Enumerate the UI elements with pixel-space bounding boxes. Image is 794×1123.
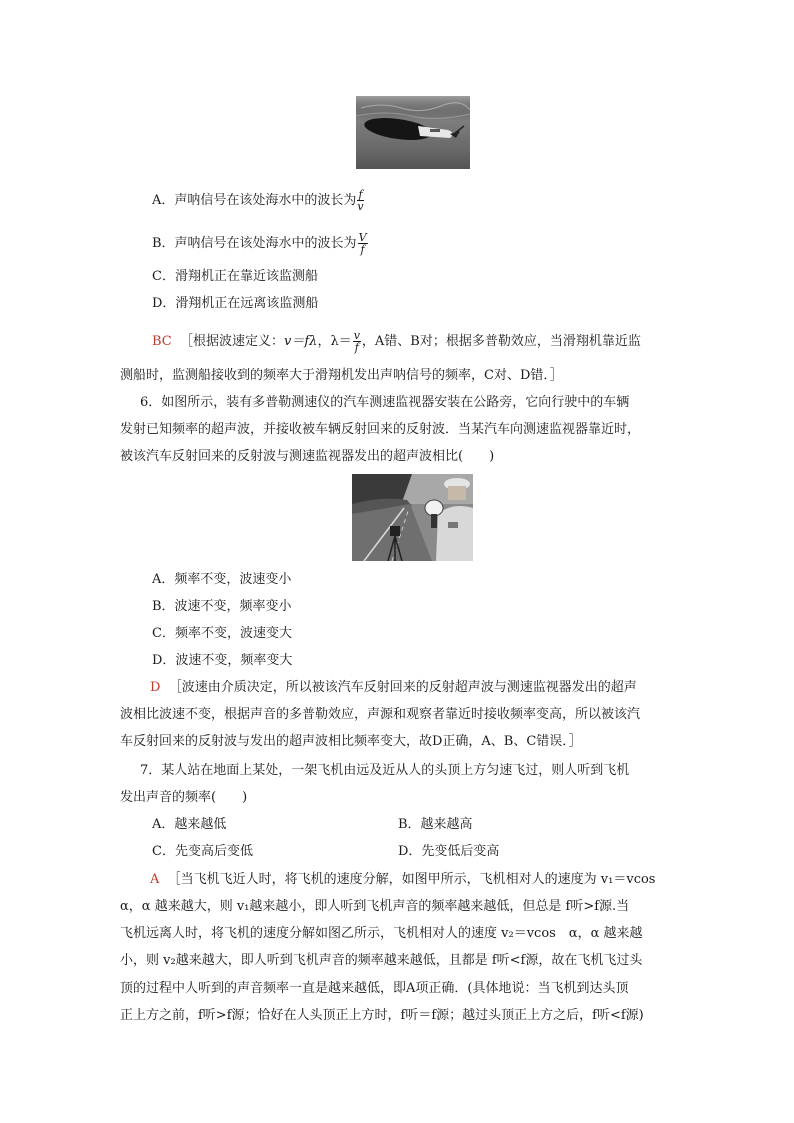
q7-option-c: C．先变高后变低 [152, 844, 253, 859]
q6-explanation-line3: 车反射回来的反射波与发出的超声波相比频率变大，故D正确，A、B、C错误．］ [120, 734, 582, 749]
q6-answer: D [150, 680, 161, 695]
q6-option-c: C．频率不变，波速变大 [152, 626, 292, 641]
q5-answer: BC [152, 334, 172, 349]
q6-stem-line2: 发射已知频率的超声波，并接收被车辆反射回来的反射波．当某汽车向测速监视器靠近时， [120, 422, 641, 437]
q7-explanation-line4: 小，则 v₂越来越大，即人听到飞机声音的频率越来越低，且都是 f听<f源，故在飞机飞过头 [120, 953, 643, 968]
q7-stem-line2: 发出声音的频率( ) [120, 790, 248, 805]
fraction-denominator: f [360, 243, 365, 256]
q6-option-b: B．波速不变，频率变小 [152, 599, 292, 614]
q5-option-b-text: B．声呐信号在该处海水中的波长为 [152, 236, 357, 251]
fraction-numerator: V [358, 231, 367, 244]
q5-option-d: D．滑翔机正在远离该监测船 [152, 296, 319, 311]
q5-option-b [152, 232, 369, 255]
q6-option-d: D．波速不变，频率变大 [152, 653, 293, 668]
q6-explanation-line2: 波相比波速不变，根据声音的多普勒效应，声源和观察者靠近时接收频率变高，所以被该汽 [120, 707, 641, 722]
q7-option-d: D．先变低后变高 [398, 844, 500, 859]
q5-option-a-text: A．声呐信号在该处海水中的波长为 [152, 193, 357, 208]
q6-explain-line1-text: ［波速由介质决定，所以被该汽车反射回来的反射超声波与测速监视器发出的超声 [168, 680, 637, 695]
q7-stem-line1: 7．某人站在地面上某处，一架飞机由远及近从人的头顶上方匀速飞过，则人听到飞机 [140, 763, 630, 778]
q7-explanation-line1 [150, 871, 655, 889]
q7-explain-line1-text: ［当飞机飞近人时，将飞机的速度分解，如图甲所示，飞机相对人的速度为 v₁＝vcos [167, 872, 656, 887]
q7-explanation-line2: α，α 越来越大，则 v₁越来越小，即人听到飞机声音的频率越来越低，但总是 f听>f源.当 [120, 899, 630, 914]
q7-explanation-line3: 飞机远离人时，将飞机的速度分解如图乙所示，飞机相对人的速度 v₂＝vcos α，α 越来越 [120, 926, 643, 941]
q5-explain-b: ，λ＝ [317, 334, 352, 349]
q6-stem-line1: 6．如图所示，装有多普勒测速仪的汽车测速监视器安装在公路旁，它向行驶中的车辆 [140, 395, 630, 410]
q6-option-a: A．频率不变，波速变小 [152, 572, 292, 587]
q5-option-a [152, 189, 365, 212]
fraction-denominator: v [357, 200, 364, 213]
q5-explanation-line1 [152, 330, 641, 353]
q5-explain-fraction [353, 330, 361, 353]
glider-photo [356, 96, 470, 169]
q5-explain-formula: v＝fλ [284, 334, 318, 349]
fraction-denominator: f [354, 341, 359, 354]
fraction-numerator: f [358, 188, 363, 201]
fraction-numerator: v [353, 329, 360, 342]
q5-explanation-line2: 测船时，监测船接收到的频率大于滑翔机发出声呐信号的频率，C对、D错．］ [120, 368, 563, 383]
speed-radar-photo [352, 474, 473, 561]
q7-option-b: B．越来越高 [398, 817, 473, 832]
q5-option-b-fraction [358, 232, 368, 255]
q7-answer: A [150, 872, 160, 887]
q5-explain-c: ，A错、B对；根据多普勒效应，当滑翔机靠近监 [361, 334, 641, 349]
q5-option-a-fraction [357, 189, 363, 212]
q7-explanation-line6: 正上方之前，f听>f源；恰好在人头顶正上方时，f听＝f源；越过头顶正上方之后，f听<f源) [120, 1008, 644, 1023]
q7-option-a: A．越来越低 [152, 817, 227, 832]
q7-explanation-line5: 顶的过程中人听到的声音频率一直是越来越低，即A项正确．(具体地说：当飞机到达头顶 [120, 981, 629, 996]
q6-explanation-line1 [150, 679, 637, 697]
q5-option-c: C．滑翔机正在靠近该监测船 [152, 269, 318, 284]
q5-explain-a: ［根据波速定义： [180, 334, 285, 349]
q6-stem-line3: 被该汽车反射回来的反射波与测速监视器发出的超声波相比( ) [120, 449, 495, 464]
